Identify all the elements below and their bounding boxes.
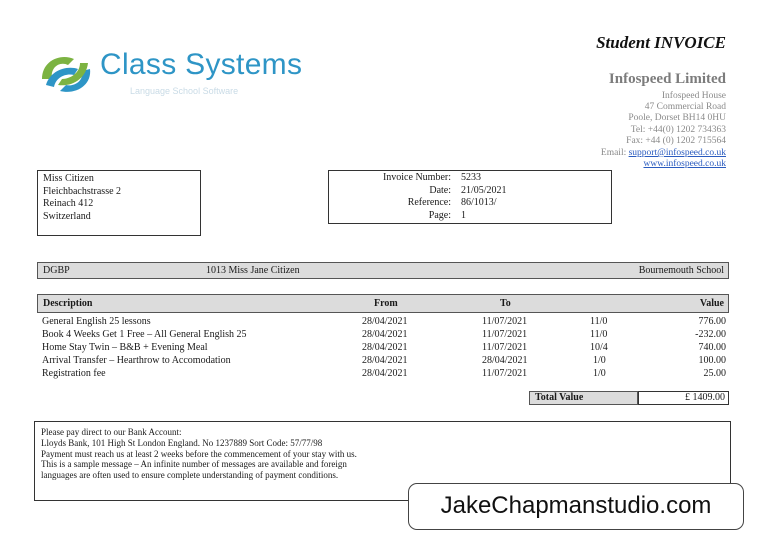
invoice-page: 1 — [461, 209, 466, 221]
customer-line: Switzerland — [43, 210, 91, 222]
header-from: From — [374, 298, 398, 309]
invoice-number-label: Invoice Number: — [382, 172, 451, 183]
row-from: 28/04/2021 — [362, 368, 408, 379]
company-address-line-2: 47 Commercial Road — [644, 102, 726, 112]
email-label: Email: — [600, 148, 627, 158]
customer-line: Fleichbachstrasse 2 — [43, 185, 122, 197]
table-row — [37, 341, 729, 354]
row-from: 28/04/2021 — [362, 316, 408, 327]
row-to: 11/07/2021 — [482, 316, 528, 327]
student-name: 1013 Miss Jane Citizen — [206, 265, 300, 276]
row-description: Book 4 Weeks Get 1 Free – All General English 25 — [42, 329, 247, 340]
company-tel: Tel: +44(0) 1202 734363 — [630, 125, 726, 135]
account-band — [37, 262, 729, 279]
total-label: Total Value — [529, 391, 638, 405]
row-qty: 11/0 — [590, 329, 608, 340]
table-row — [37, 315, 729, 328]
customer-line: Miss Citizen — [43, 173, 94, 184]
customer-address-box — [37, 170, 201, 236]
table-header — [37, 294, 729, 313]
row-from: 28/04/2021 — [362, 329, 408, 340]
row-value: 100.00 — [698, 355, 726, 366]
row-value: -232.00 — [695, 329, 726, 340]
invoice-reference: 86/1013/ — [461, 197, 497, 208]
school-name: Bournemouth School — [638, 265, 724, 276]
message-line: Payment must reach us at least 2 weeks before the commencement of your stay with us. — [41, 448, 357, 459]
logo-tagline: Language School Software — [130, 86, 239, 96]
row-value: 740.00 — [698, 342, 726, 353]
invoice-details-box — [328, 170, 612, 224]
row-description: Arrival Transfer – Hearthrow to Accomodation — [42, 355, 231, 366]
total-value: £ 1409.00 — [638, 391, 729, 405]
message-line: This is a sample message – An infinite number of messages are available and foreign — [41, 459, 347, 470]
company-address-line-1: Infospeed House — [661, 91, 726, 101]
row-qty: 1/0 — [593, 355, 606, 366]
company-website-row — [644, 158, 727, 170]
invoice-reference-label: Reference: — [407, 197, 451, 208]
studio-watermark: JakeChapmanstudio.com — [408, 483, 744, 530]
row-to: 11/07/2021 — [482, 342, 528, 353]
customer-line: Reinach 412 — [43, 198, 94, 209]
invoice-date-label: Date: — [429, 184, 451, 196]
row-from: 28/04/2021 — [362, 342, 408, 353]
invoice-page-label: Page: — [428, 209, 451, 221]
row-value: 776.00 — [698, 316, 726, 327]
invoice-number: 5233 — [461, 172, 481, 183]
header-value: Value — [699, 298, 724, 309]
row-qty: 10/4 — [590, 342, 608, 353]
row-to: 28/04/2021 — [482, 355, 528, 366]
company-fax: Fax: +44 (0) 1202 715564 — [626, 136, 726, 146]
row-to: 11/07/2021 — [482, 329, 528, 340]
logo-wordmark: Class Systems — [100, 48, 303, 81]
row-description: Registration fee — [42, 368, 106, 379]
header-to: To — [500, 298, 511, 309]
row-value: 25.00 — [703, 368, 726, 379]
invoice-date: 21/05/2021 — [461, 184, 507, 196]
company-name: Infospeed Limited — [608, 71, 726, 87]
header-description: Description — [43, 298, 93, 309]
row-description: Home Stay Twin – B&B + Evening Meal — [42, 342, 208, 353]
row-to: 11/07/2021 — [482, 368, 528, 379]
row-qty: 1/0 — [593, 368, 606, 379]
row-description: General English 25 lessons — [42, 316, 151, 327]
website-link[interactable]: www.infospeed.co.uk — [643, 159, 726, 169]
message-line: Lloyds Bank, 101 High St London England. No 1237889 Sort Code: 57/77/98 — [41, 437, 323, 448]
message-line: languages are often used to ensure complete understanding of payment conditions. — [41, 470, 339, 481]
row-qty: 11/0 — [590, 316, 608, 327]
company-address-line-3: Poole, Dorset BH14 0HU — [628, 113, 726, 123]
document-title: Student INVOICE — [596, 33, 726, 52]
table-row — [37, 328, 729, 341]
row-from: 28/04/2021 — [362, 355, 408, 366]
table-row — [37, 367, 729, 380]
email-link[interactable]: support@infospeed.co.uk — [628, 148, 726, 158]
message-line: Please pay direct to our Bank Account: — [41, 427, 182, 437]
currency-code: DGBP — [43, 265, 70, 276]
table-row — [37, 354, 729, 367]
